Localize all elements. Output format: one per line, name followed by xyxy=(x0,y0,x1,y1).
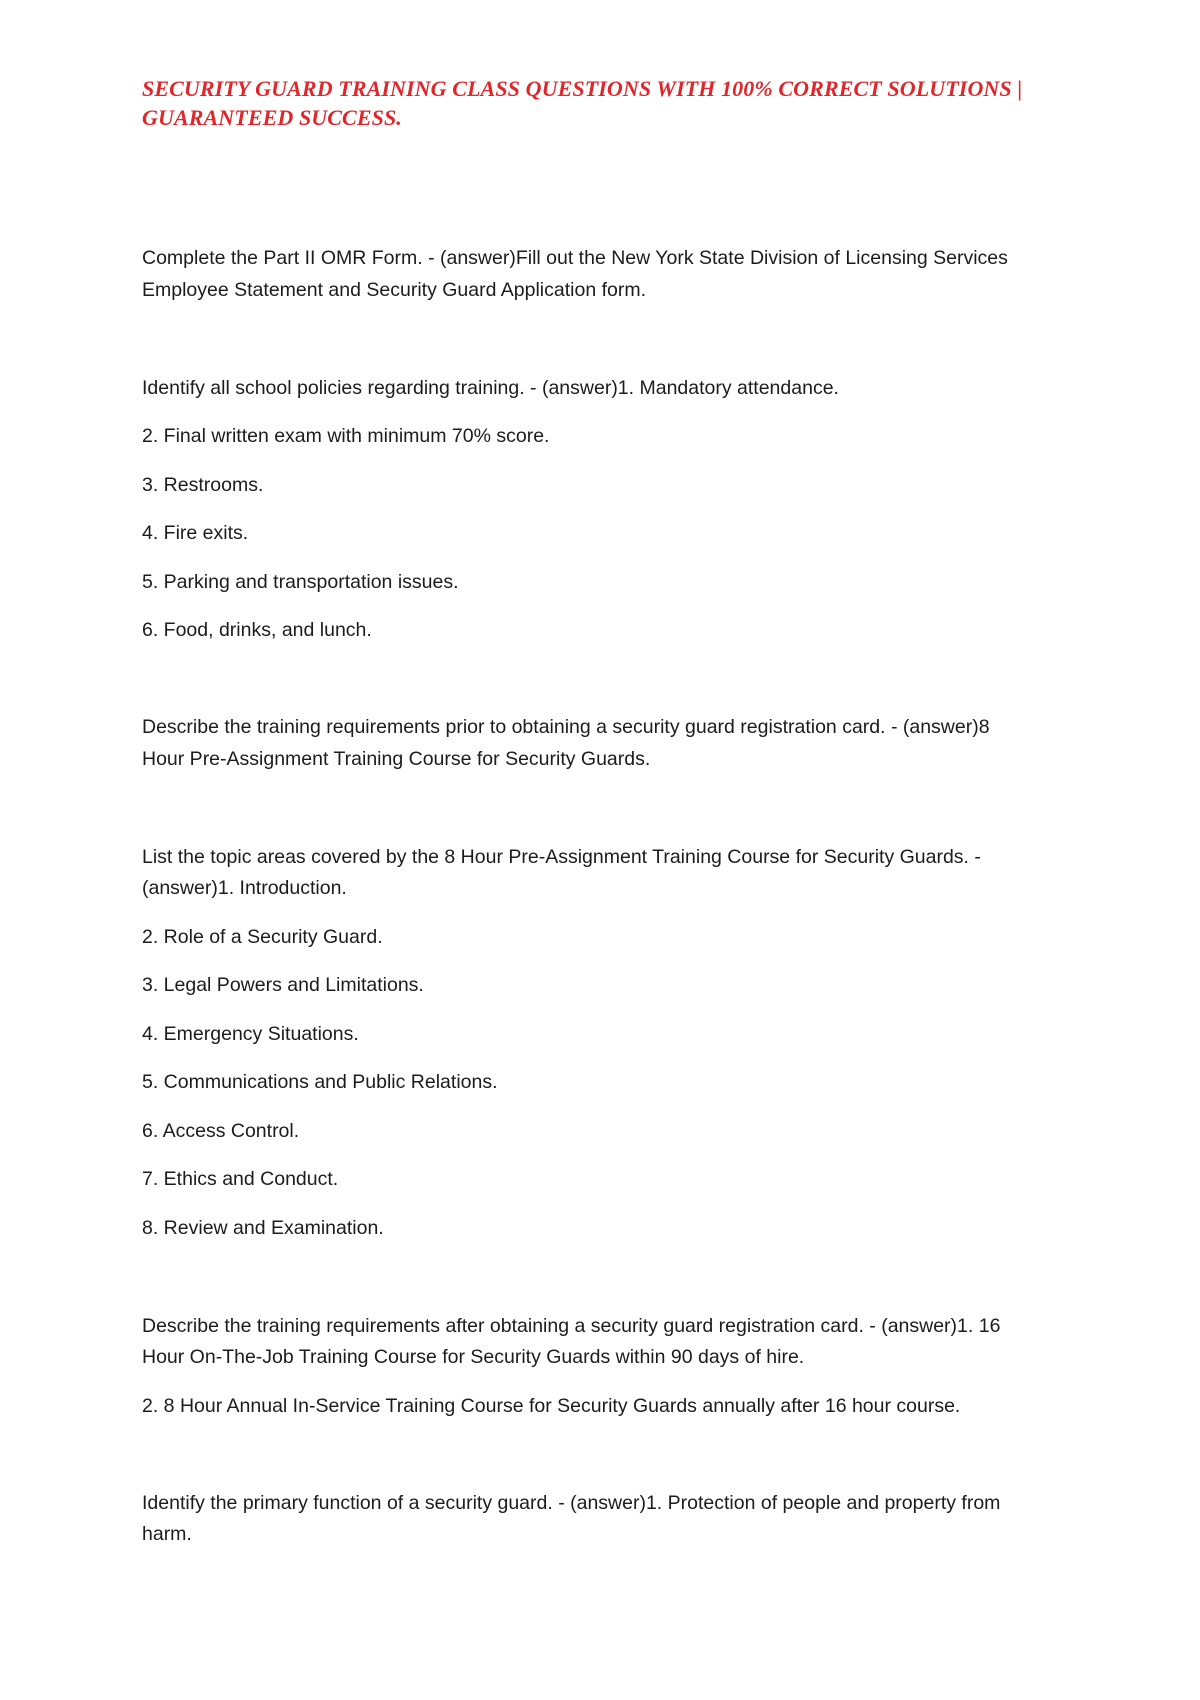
q4-item: 5. Communications and Public Relations. xyxy=(142,1071,498,1093)
q4-item: 3. Legal Powers and Limitations. xyxy=(142,974,424,996)
q2-line-1: Identify all school policies regarding training. - (answer)1. Mandatory attendance. xyxy=(142,377,839,399)
title-line-1: SECURITY GUARD TRAINING CLASS QUESTIONS WITH 100% CORRECT SOLUTIONS | xyxy=(142,76,1023,101)
q5-item: 2. 8 Hour Annual In-Service Training Course for Security Guards annually after 16 hour course. xyxy=(142,1395,961,1417)
q2-item: 6. Food, drinks, and lunch. xyxy=(142,619,372,641)
q3-line-2: Hour Pre-Assignment Training Course for Security Guards. xyxy=(142,748,651,770)
q2-item: 2. Final written exam with minimum 70% score. xyxy=(142,425,550,447)
q6-line-1: Identify the primary function of a security guard. - (answer)1. Protection of people and property from xyxy=(142,1492,1001,1514)
q4-item: 6. Access Control. xyxy=(142,1120,300,1142)
q4-line-2: (answer)1. Introduction. xyxy=(142,877,347,899)
q2-item: 4. Fire exits. xyxy=(142,522,249,544)
q3-line-1: Describe the training requirements prior to obtaining a security guard registration card. - (answer)8 xyxy=(142,716,990,738)
q5-line-1: Describe the training requirements after obtaining a security guard registration card. - (answer)1. 16 xyxy=(142,1315,1001,1337)
q2-item: 5. Parking and transportation issues. xyxy=(142,571,459,593)
q4-item: 2. Role of a Security Guard. xyxy=(142,926,383,948)
title-line-2: GUARANTEED SUCCESS. xyxy=(142,105,402,130)
q1-line-2: Employee Statement and Security Guard Application form. xyxy=(142,279,647,301)
q4-item: 8. Review and Examination. xyxy=(142,1217,384,1239)
q4-item: 7. Ethics and Conduct. xyxy=(142,1168,339,1190)
q5-line-2: Hour On-The-Job Training Course for Security Guards within 90 days of hire. xyxy=(142,1346,805,1368)
q2-item: 3. Restrooms. xyxy=(142,474,264,496)
q1-line-1: Complete the Part II OMR Form. - (answer)Fill out the New York State Division of Licensing Services xyxy=(142,247,1008,269)
q4-item: 4. Emergency Situations. xyxy=(142,1023,359,1045)
document-title xyxy=(142,74,1062,132)
q6-line-2: harm. xyxy=(142,1523,192,1545)
q4-line-1: List the topic areas covered by the 8 Hour Pre-Assignment Training Course for Security Guards. - xyxy=(142,846,981,868)
